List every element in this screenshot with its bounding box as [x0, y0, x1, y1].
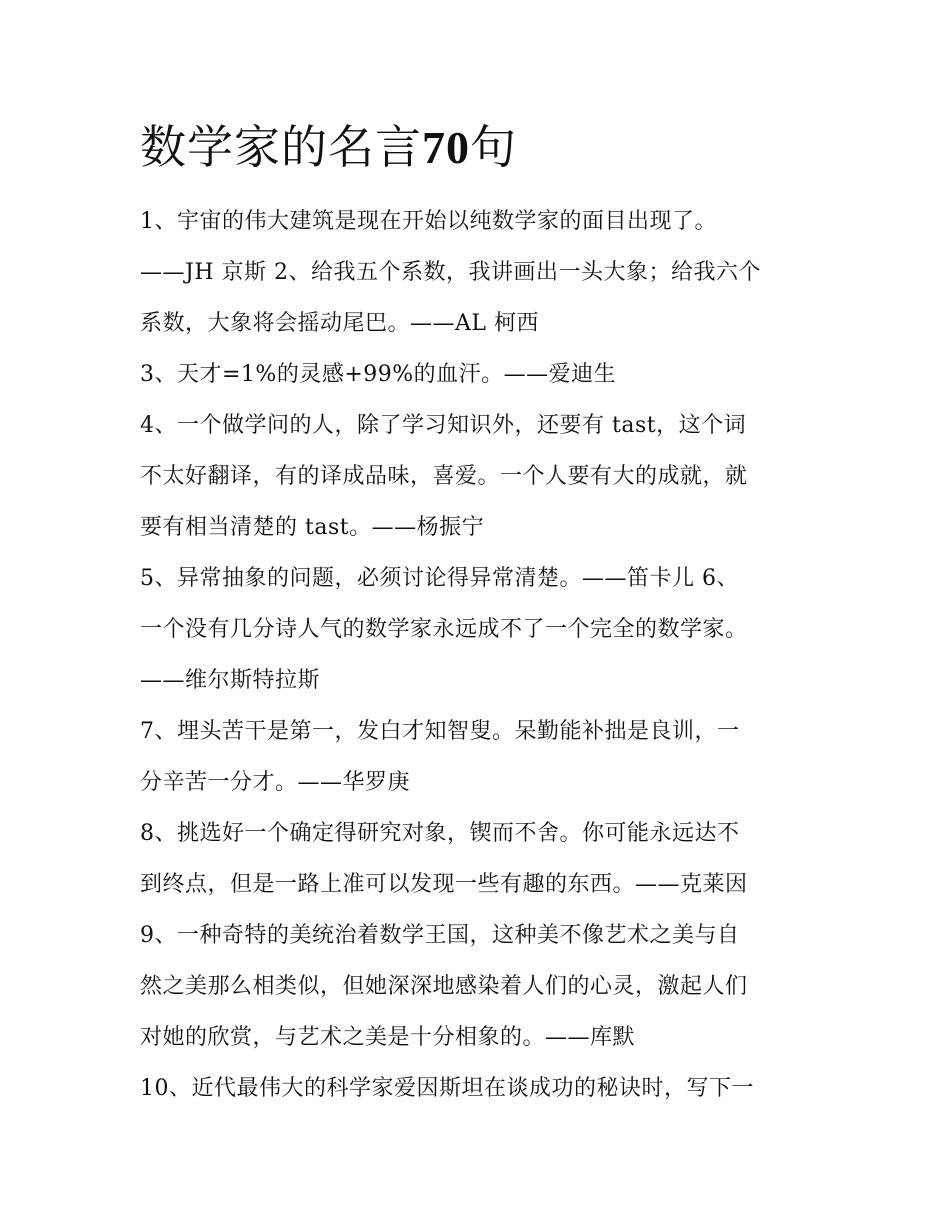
text-line: 9、一种奇特的美统治着数学王国，这种美不像艺术之美与自 [140, 923, 740, 948]
text-line: 3、天才=1%的灵感+99%的血汗。——爱迪生 [140, 362, 617, 387]
document-title [140, 112, 517, 183]
text-line: 4、一个做学问的人，除了学习知识外，还要有 tast，这个词 [140, 413, 747, 438]
text-line: 然之美那么相类似，但她深深地感染着人们的心灵，激起人们 [140, 974, 748, 999]
text-line: 5、异常抽象的问题，必须讨论得异常清楚。——笛卡儿 6、 [140, 566, 739, 591]
text-line: 10、近代最伟大的科学家爱因斯坦在谈成功的秘诀时，写下一 [140, 1076, 754, 1101]
text-line: 要有相当清楚的 tast。——杨振宁 [140, 515, 485, 540]
document-body [140, 196, 830, 1114]
text-line: 到终点，但是一路上准可以发现一些有趣的东西。——克莱因 [140, 872, 748, 897]
text-line: 一个没有几分诗人气的数学家永远成不了一个完全的数学家。 [140, 617, 748, 642]
title-suffix: 句 [470, 120, 517, 174]
text-line: ——JH 京斯 2、给我五个系数，我讲画出一头大象；给我六个 [140, 260, 761, 285]
text-line: 系数，大象将会摇动尾巴。——AL 柯西 [140, 311, 539, 336]
title-number: 70 [422, 122, 470, 173]
text-line: 7、埋头苦干是第一，发白才知智叟。呆勤能补拙是良训，一 [140, 719, 740, 744]
text-line: 分辛苦一分才。——华罗庚 [140, 770, 411, 795]
title-text: 数学家的名言 [140, 120, 422, 174]
text-line: 1、宇宙的伟大建筑是现在开始以纯数学家的面目出现了。 [140, 209, 717, 234]
text-line: 8、挑选好一个确定得研究对象，锲而不舍。你可能永远达不 [140, 821, 740, 846]
text-line: 不太好翻译，有的译成品味，喜爱。一个人要有大的成就，就 [140, 464, 748, 489]
text-line: ——维尔斯特拉斯 [140, 668, 321, 693]
text-line: 对她的欣赏，与艺术之美是十分相象的。——库默 [140, 1025, 636, 1050]
